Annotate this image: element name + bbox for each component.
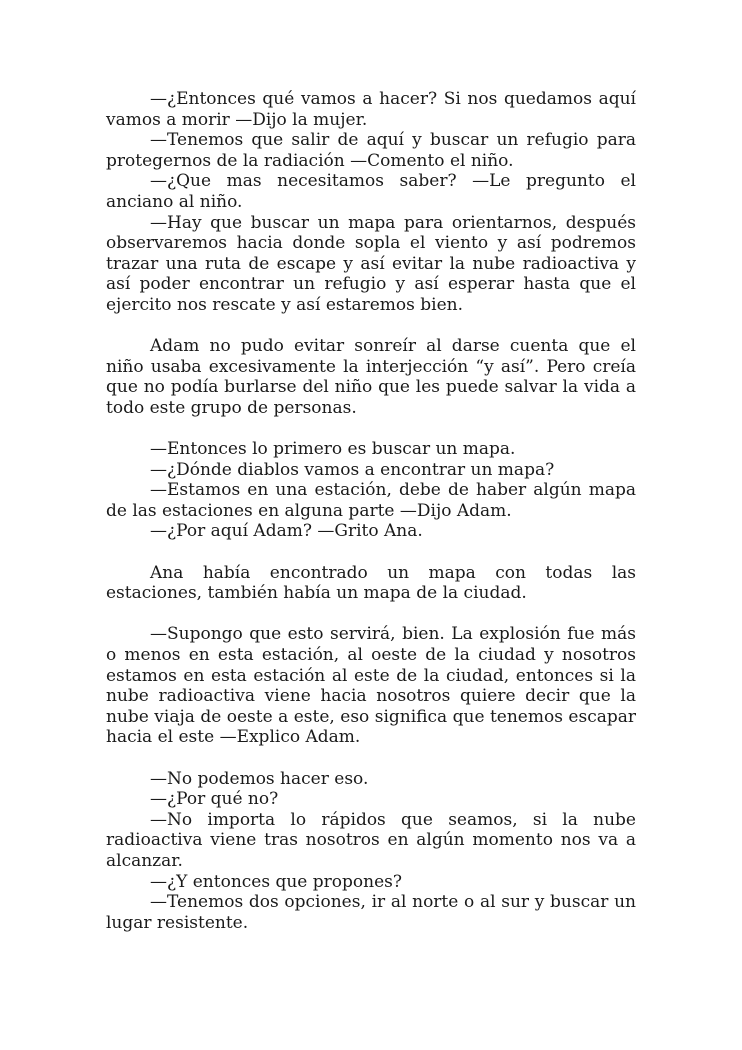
dialogue-paragraph: —Entonces lo primero es buscar un mapa. [150,439,516,460]
dialogue-paragraph: —¿Por aquí Adam? —Grito Ana. [150,521,423,542]
dialogue-paragraph: —Estamos en una estación, debe de haber algún mapa de las estaciones en alguna parte —Dijo Adam. [106,480,636,521]
narrative-paragraph: Adam no pudo evitar sonreír al darse cuenta que el niño usaba excesivamente la interjección “y así”. Pero creía que no podía burlarse del niño que les puede salvar la vida a todo este grupo de personas. [106,336,636,418]
body-text [106,89,636,933]
dialogue-paragraph: —¿Por qué no? [150,789,279,810]
dialogue-paragraph: —¿Entonces qué vamos a hacer? Si nos quedamos aquí vamos a morir —Dijo la mujer. [106,89,636,130]
dialogue-paragraph: —¿Dónde diablos vamos a encontrar un mapa? [150,459,555,480]
dialogue-paragraph: —Hay que buscar un mapa para orientarnos, después observaremos hacia donde sopla el viento y así podremos trazar una ruta de escape y así evitar la nube radioactiva y así poder encontrar un refugio y así esperar hasta que el ejercito nos rescate y así estaremos bien. [106,212,636,315]
dialogue-paragraph: —Supongo que esto servirá, bien. La explosión fue más o menos en esta estación, al oeste de la ciudad y nosotros estamos en esta estación al este de la ciudad, entonces si la nube radioactiva viene hacia nosotros quiere decir que la nube viaja de oeste a este, eso significa que tenemos escapar hacia el este —Explico Adam. [106,624,636,748]
dialogue-paragraph: —No importa lo rápidos que seamos, si la nube radioactiva viene tras nosotros en algún momento nos va a alcanzar. [106,809,636,871]
dialogue-paragraph: —¿Que mas necesitamos saber? —Le pregunto el anciano al niño. [106,171,636,212]
dialogue-paragraph: —No podemos hacer eso. [150,768,369,789]
narrative-paragraph: Ana había encontrado un mapa con todas las estaciones, también había un mapa de la ciudad. [106,562,636,604]
dialogue-paragraph: —¿Y entonces que propones? [150,871,402,892]
dialogue-paragraph: —Tenemos dos opciones, ir al norte o al sur y buscar un lugar resistente. [106,892,636,933]
dialogue-paragraph: —Tenemos que salir de aquí y buscar un refugio para protegernos de la radiación —Comento el niño. [106,130,636,171]
